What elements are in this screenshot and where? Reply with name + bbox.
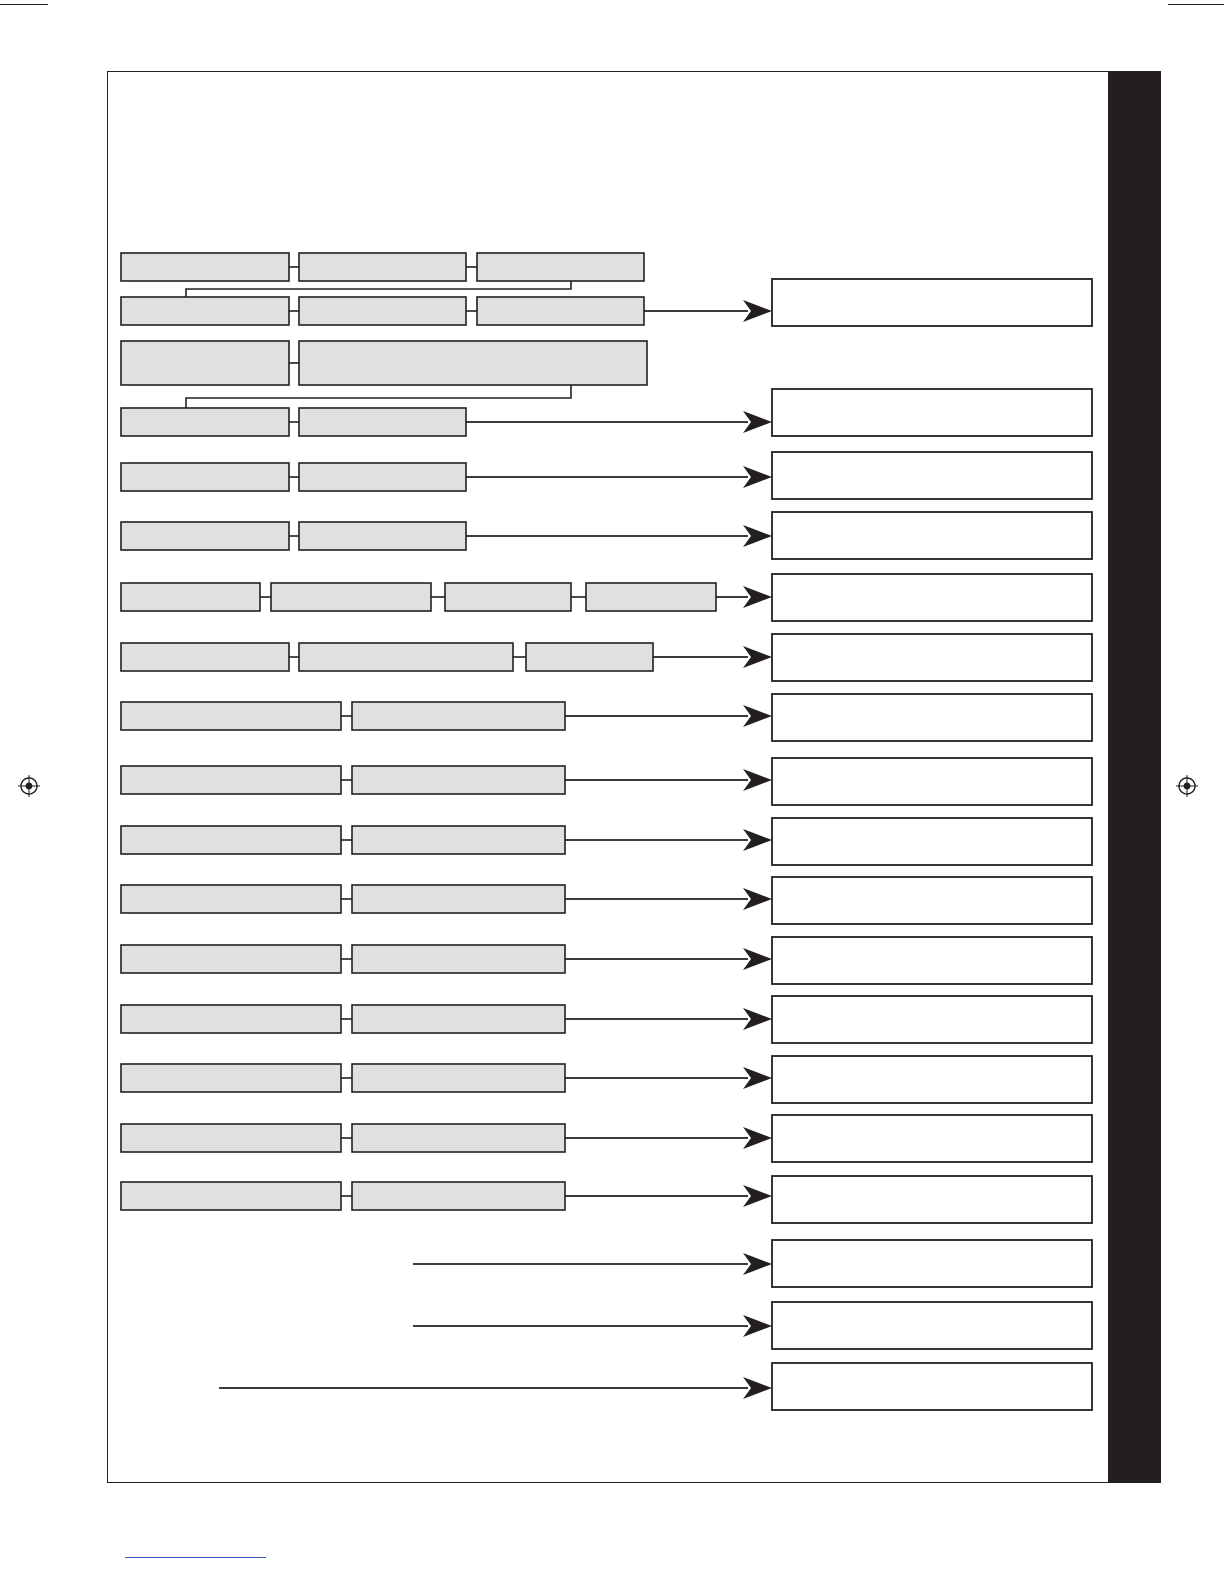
row-1-result-box: [772, 279, 1092, 326]
row-11-result-box: [772, 937, 1092, 984]
row-9-key-1: [121, 826, 341, 854]
row-8-result-box: [772, 758, 1092, 805]
row-10-key-2: [352, 885, 565, 913]
row-5-key-1: [121, 583, 260, 611]
row-13-result-box: [772, 1056, 1092, 1103]
group-1-key-1: [121, 253, 289, 281]
row-12-key-2: [352, 1005, 565, 1033]
row-1-key-1: [121, 297, 289, 325]
row-7-key-2: [352, 702, 565, 730]
row-6-key-2: [299, 643, 513, 671]
row-1-key-2: [299, 297, 466, 325]
group-1-key-3: [477, 253, 644, 281]
row-14-key-1: [121, 1124, 341, 1152]
row-7-result-box: [772, 694, 1092, 741]
group-1-key-2: [299, 253, 466, 281]
row-13-key-1: [121, 1064, 341, 1092]
row-6-result-box: [772, 634, 1092, 681]
row-6-key-1: [121, 643, 289, 671]
row-3-result-box: [772, 452, 1092, 499]
row-12-result-box: [772, 996, 1092, 1043]
group-2-key-1: [121, 341, 289, 385]
row-2-key-2: [299, 408, 466, 436]
row-9-result-box: [772, 818, 1092, 865]
row-11-key-2: [352, 945, 565, 973]
row-5-key-4: [586, 583, 716, 611]
row-15-key-1: [121, 1182, 341, 1210]
row-17-result-box: [772, 1302, 1092, 1349]
row-2-result-box: [772, 389, 1092, 436]
row-12-key-1: [121, 1005, 341, 1033]
row-5-result-box: [772, 574, 1092, 621]
row-5-key-2: [271, 583, 431, 611]
row-9-key-2: [352, 826, 565, 854]
row-4-key-2: [299, 522, 466, 550]
row-8-key-1: [121, 766, 341, 794]
row-15-result-box: [772, 1176, 1092, 1223]
row-16-result-box: [772, 1240, 1092, 1287]
row-14-result-box: [772, 1115, 1092, 1162]
row-5-key-3: [445, 583, 571, 611]
row-4-key-1: [121, 522, 289, 550]
row-3-key-1: [121, 463, 289, 491]
row-18-result-box: [772, 1363, 1092, 1410]
row-1-key-3: [477, 297, 644, 325]
row-14-key-2: [352, 1124, 565, 1152]
row-8-key-2: [352, 766, 565, 794]
row-3-key-2: [299, 463, 466, 491]
row-7-key-1: [121, 702, 341, 730]
group-2-key-2: [299, 341, 647, 385]
row-11-key-1: [121, 945, 341, 973]
row-2-key-1: [121, 408, 289, 436]
row-6-key-3: [526, 643, 653, 671]
group-2-bracket: [186, 385, 571, 408]
row-4-result-box: [772, 512, 1092, 559]
row-10-key-1: [121, 885, 341, 913]
row-13-key-2: [352, 1064, 565, 1092]
row-10-result-box: [772, 877, 1092, 924]
row-15-key-2: [352, 1182, 565, 1210]
